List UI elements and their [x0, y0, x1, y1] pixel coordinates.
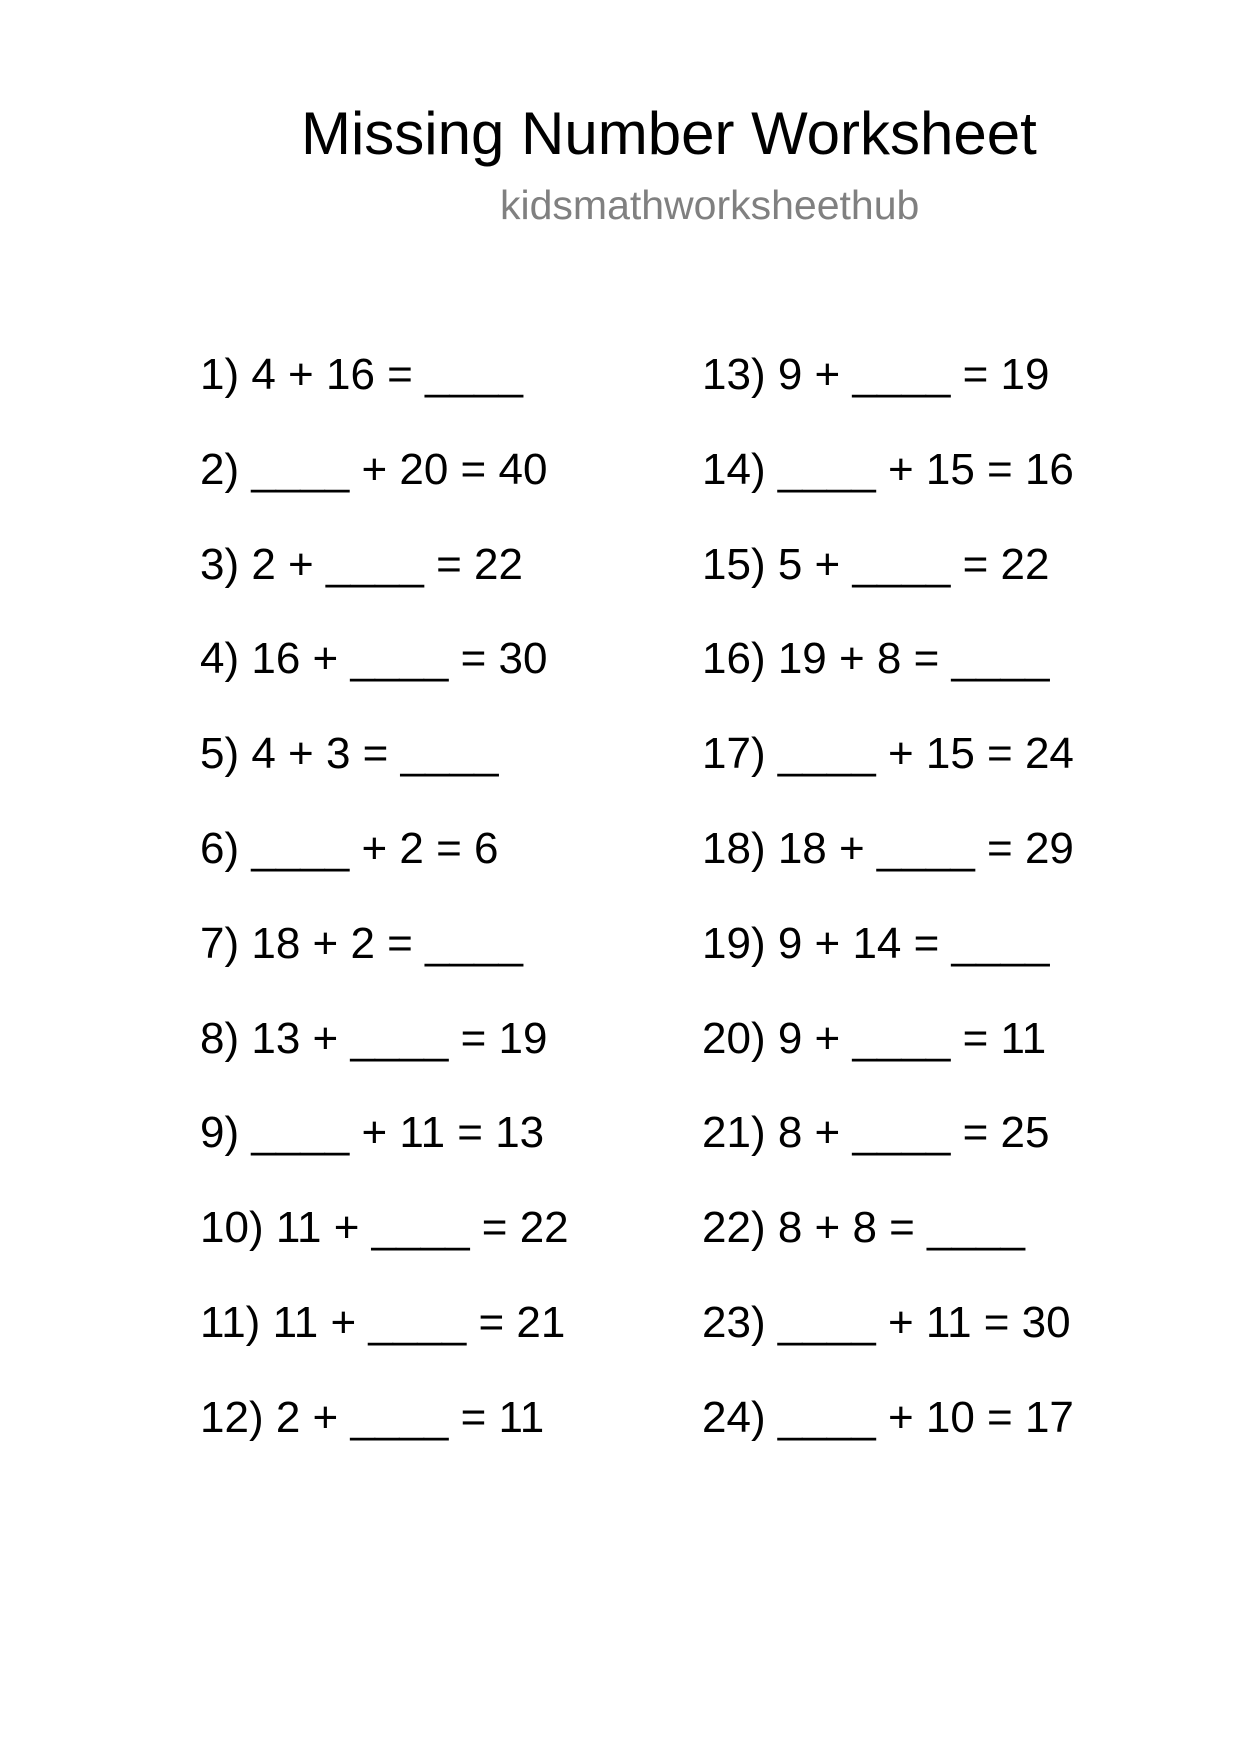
problem-suffix: = 11: [448, 1393, 545, 1442]
problem-number: 14): [702, 445, 766, 494]
problem-24: [702, 1393, 1074, 1442]
problem-suffix: + 11 = 30: [875, 1298, 1071, 1347]
problem-19: [702, 919, 1050, 968]
problem-suffix: = 11: [950, 1014, 1047, 1063]
answer-blank[interactable]: ____: [951, 634, 1050, 683]
problem-13: [702, 350, 1050, 399]
worksheet-title: Missing Number Worksheet: [301, 100, 1037, 167]
problem-number: 11): [200, 1298, 261, 1347]
problem-prefix: 9 + 14 =: [777, 919, 952, 968]
problem-number: 6): [200, 824, 240, 873]
answer-blank[interactable]: ____: [852, 1108, 951, 1157]
problem-number: 12): [200, 1393, 264, 1442]
answer-blank[interactable]: ____: [852, 540, 951, 589]
problem-number: 8): [200, 1014, 240, 1063]
problem-18: [702, 824, 1074, 873]
answer-blank[interactable]: ____: [951, 919, 1050, 968]
problem-14: [702, 445, 1074, 494]
problem-prefix: 11 +: [275, 1203, 372, 1252]
problem-number: 17): [702, 729, 766, 778]
answer-blank[interactable]: ____: [251, 824, 350, 873]
problem-number: 5): [200, 729, 240, 778]
problem-5: [200, 729, 499, 778]
problem-suffix: + 11 = 13: [349, 1108, 545, 1157]
answer-blank[interactable]: ____: [251, 445, 350, 494]
problem-10: [200, 1203, 569, 1252]
problem-prefix: 4 + 16 =: [251, 350, 426, 399]
problem-number: 24): [702, 1393, 766, 1442]
problem-suffix: = 29: [974, 824, 1074, 873]
problem-number: 7): [200, 919, 240, 968]
problem-suffix: + 15 = 24: [875, 729, 1074, 778]
problem-prefix: 5 +: [777, 540, 853, 589]
problem-prefix: 18 +: [777, 824, 877, 873]
answer-blank[interactable]: ____: [852, 350, 951, 399]
problem-suffix: = 22: [423, 540, 523, 589]
problem-suffix: = 25: [950, 1108, 1050, 1157]
problem-17: [702, 729, 1074, 778]
problem-prefix: 2 +: [275, 1393, 351, 1442]
problem-suffix: = 19: [950, 350, 1050, 399]
problem-21: [702, 1108, 1050, 1157]
problem-suffix: = 22: [950, 540, 1050, 589]
problem-number: 15): [702, 540, 766, 589]
problem-prefix: 2 +: [251, 540, 326, 589]
problem-suffix: + 2 = 6: [349, 824, 499, 873]
problem-prefix: 19 + 8 =: [777, 634, 952, 683]
problem-number: 19): [702, 919, 766, 968]
problem-9: [200, 1108, 545, 1157]
answer-blank[interactable]: ____: [425, 350, 523, 399]
answer-blank[interactable]: ____: [777, 729, 876, 778]
problem-suffix: + 20 = 40: [349, 445, 548, 494]
problem-20: [702, 1014, 1047, 1063]
answer-blank[interactable]: ____: [350, 1014, 449, 1063]
answer-blank[interactable]: ____: [777, 445, 876, 494]
problem-16: [702, 634, 1050, 683]
answer-blank[interactable]: ____: [368, 1298, 467, 1347]
problem-number: 20): [702, 1014, 766, 1063]
problem-prefix: 11 +: [272, 1298, 369, 1347]
answer-blank[interactable]: ____: [251, 1108, 350, 1157]
answer-blank[interactable]: ____: [777, 1393, 876, 1442]
problem-number: 9): [200, 1108, 240, 1157]
problem-6: [200, 824, 499, 873]
problem-prefix: 13 +: [251, 1014, 351, 1063]
answer-blank[interactable]: ____: [400, 729, 499, 778]
answer-blank[interactable]: ____: [425, 919, 523, 968]
problem-suffix: + 15 = 16: [875, 445, 1074, 494]
problem-22: [702, 1203, 1025, 1252]
answer-blank[interactable]: ____: [325, 540, 424, 589]
problem-2: [200, 445, 548, 494]
problem-suffix: + 10 = 17: [875, 1393, 1074, 1442]
problem-4: [200, 634, 548, 683]
problem-12: [200, 1393, 545, 1442]
problem-prefix: 8 + 8 =: [777, 1203, 928, 1252]
problem-number: 22): [702, 1203, 766, 1252]
problem-7: [200, 919, 523, 968]
problem-3: [200, 540, 523, 589]
problem-number: 4): [200, 634, 240, 683]
problem-15: [702, 540, 1050, 589]
problem-number: 2): [200, 445, 240, 494]
problem-number: 13): [702, 350, 766, 399]
answer-blank[interactable]: ____: [876, 824, 975, 873]
problem-number: 23): [702, 1298, 766, 1347]
problem-number: 1): [200, 350, 240, 399]
problem-prefix: 16 +: [251, 634, 351, 683]
answer-blank[interactable]: ____: [350, 634, 449, 683]
problem-prefix: 9 +: [777, 1014, 853, 1063]
problem-number: 16): [702, 634, 766, 683]
problem-number: 3): [200, 540, 240, 589]
problem-23: [702, 1298, 1071, 1347]
worksheet-source-label: kidsmathworksheethub: [500, 182, 920, 228]
problem-suffix: = 30: [448, 634, 548, 683]
problem-8: [200, 1014, 548, 1063]
problem-11: [200, 1298, 566, 1347]
answer-blank[interactable]: ____: [852, 1014, 951, 1063]
problem-suffix: = 19: [448, 1014, 548, 1063]
problem-prefix: 8 +: [777, 1108, 853, 1157]
problem-suffix: = 22: [469, 1203, 569, 1252]
problem-number: 18): [702, 824, 766, 873]
answer-blank[interactable]: ____: [777, 1298, 876, 1347]
answer-blank[interactable]: ____: [371, 1203, 470, 1252]
problem-prefix: 9 +: [777, 350, 853, 399]
problem-prefix: 4 + 3 =: [251, 729, 401, 778]
problem-number: 10): [200, 1203, 264, 1252]
problem-number: 21): [702, 1108, 766, 1157]
answer-blank[interactable]: ____: [927, 1203, 1025, 1252]
problem-suffix: = 21: [466, 1298, 566, 1347]
problem-1: [200, 350, 523, 399]
answer-blank[interactable]: ____: [350, 1393, 449, 1442]
problem-prefix: 18 + 2 =: [251, 919, 426, 968]
